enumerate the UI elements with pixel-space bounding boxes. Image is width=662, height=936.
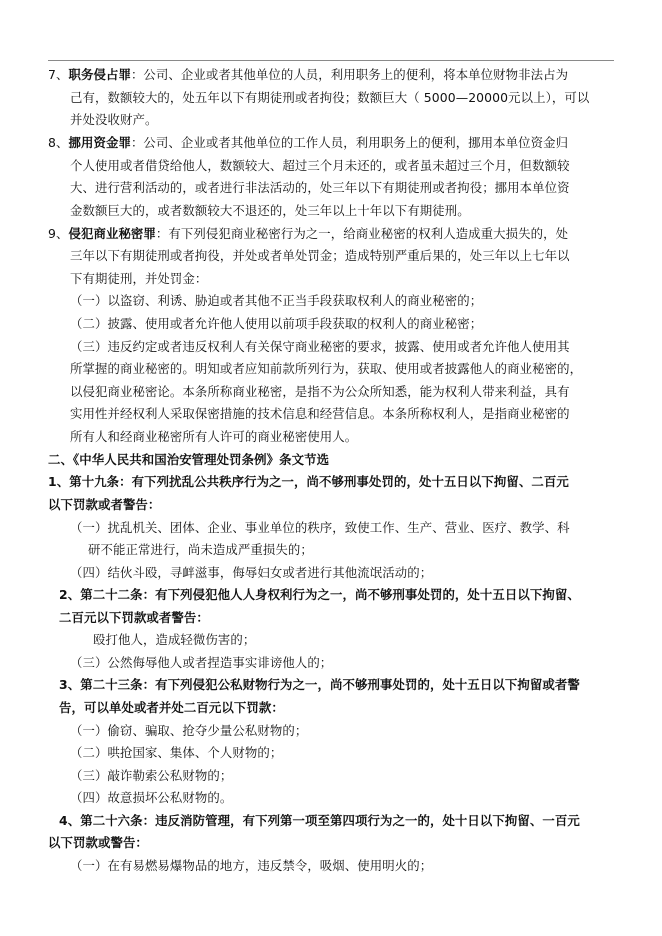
- item9-line3: 下有期徒刑，并处罚金：: [70, 271, 208, 286]
- item9-sub1: （一）以盗窃、利诱、胁迫或者其他不正当手段获取权利人的商业秘密的；: [70, 293, 483, 308]
- art23-heading-line2: 告，可以单处或者并处二百元以下罚款：: [59, 700, 284, 715]
- header-rule: [48, 60, 614, 61]
- item7-term: 职务侵占罪: [68, 67, 131, 82]
- item9-line1: [48, 226, 568, 242]
- art26-sub1: （一）在有易燃易爆物品的地方，违反禁令，吸烟、使用明火的；: [70, 858, 433, 873]
- art22-sub3: （三）公然侮辱他人或者捏造事实诽谤他人的；: [70, 655, 333, 670]
- art22-heading-line2: 二百元以下罚款或者警告：: [59, 610, 209, 625]
- art22-sub1: 殴打他人，造成轻微伤害的；: [93, 632, 256, 647]
- item9-sub3-line4: 实用性并经权利人采取保密措施的技术信息和经营信息。本条所称权利人，是指商业秘密的: [70, 406, 570, 421]
- item8-number: 8、: [48, 135, 69, 150]
- item8-line1: [48, 135, 568, 151]
- art22-heading-line1: 2、第二十二条：有下列侵犯他人人身权利行为之一，尚不够刑事处罚的，处十五日以下拘留、: [59, 587, 580, 602]
- art19-sub1-line2: 研不能正常进行，尚未造成严重损失的；: [88, 542, 313, 557]
- item8-term: 挪用资金罪: [68, 135, 131, 150]
- item7-text: ：公司、企业或者其他单位的人员，利用职务上的便利，将本单位财物非法占为: [130, 67, 569, 82]
- item9-sub3-line1: （三）违反约定或者违反权利人有关保守商业秘密的要求，披露、使用或者允许他人使用其: [70, 339, 570, 354]
- item7-line2: 己有，数额较大的，处五年以下有期徒刑或者拘役；数额巨大（ 5000—20000元以上），可以: [70, 90, 590, 105]
- art26-heading-line2: 以下罚款或警告：: [48, 835, 148, 850]
- item9-text: ：有下列侵犯商业秘密行为之一，给商业秘密的权利人造成重大损失的，处: [155, 226, 569, 241]
- item7-line3: 并处没收财产。: [70, 112, 158, 127]
- art19-sub4: （四）结伙斗殴，寻衅滋事，侮辱妇女或者进行其他流氓活动的；: [70, 565, 433, 580]
- item7-line1: [48, 67, 568, 83]
- item9-number: 9、: [48, 226, 69, 241]
- art19-heading-line1: 1、第十九条：有下列扰乱公共秩序行为之一，尚不够刑事处罚的，处十五日以下拘留、二百元: [48, 474, 569, 489]
- item9-sub3-line5: 所有人和经商业秘密所有人许可的商业秘密使用人。: [70, 429, 358, 444]
- art23-sub1: （一）偷窃、骗取、抢夺少量公私财物的；: [70, 723, 308, 738]
- section2-heading: 二、《中华人民共和国治安管理处罚条例》条文节选: [48, 452, 330, 467]
- item9-sub3-line3: 以侵犯商业秘密论。本条所称商业秘密，是指不为公众所知悉，能为权利人带来利益，具有: [70, 384, 570, 399]
- item9-term: 侵犯商业秘密罪: [68, 226, 156, 241]
- art26-heading-line1: 4、第二十六条：违反消防管理，有下列第一项至第四项行为之一的，处十日以下拘留、一百元: [59, 813, 580, 828]
- art23-sub3: （三）敲诈勒索公私财物的；: [70, 768, 233, 783]
- item7-number: 7、: [48, 67, 69, 82]
- art23-heading-line1: 3、第二十三条：有下列侵犯公私财物行为之一，尚不够刑事处罚的，处十五日以下拘留或者警: [59, 677, 580, 692]
- item8-text: ：公司、企业或者其他单位的工作人员，利用职务上的便利，挪用本单位资金归: [130, 135, 569, 150]
- art23-sub2: （二）哄抢国家、集体、个人财物的；: [70, 745, 283, 760]
- art19-heading-line2: 以下罚款或者警告：: [48, 497, 161, 512]
- item9-sub3-line2: 所掌握的商业秘密的。明知或者应知前款所列行为，获取、使用或者披露他人的商业秘密的，: [70, 361, 583, 376]
- item8-line2: 个人使用或者借贷给他人，数额较大、超过三个月未还的，或者虽未超过三个月，但数额较: [70, 158, 570, 173]
- art19-sub1-line1: （一）扰乱机关、团体、企业、事业单位的秩序，致使工作、生产、营业、医疗、教学、科: [70, 520, 570, 535]
- item8-line4: 金数额巨大的，或者数额较大不退还的，处三年以上十年以下有期徒刑。: [70, 203, 470, 218]
- item9-sub2: （二）披露、使用或者允许他人使用以前项手段获取的权利人的商业秘密；: [70, 316, 483, 331]
- art23-sub4: （四）故意损坏公私财物的。: [70, 790, 233, 805]
- item9-line2: 三年以下有期徒刑或者拘役，并处或者单处罚金；造成特别严重后果的，处三年以上七年以: [70, 248, 570, 263]
- item8-line3: 大、进行营利活动的，或者进行非法活动的，处三年以下有期徒刑或者拘役；挪用本单位资: [70, 180, 570, 195]
